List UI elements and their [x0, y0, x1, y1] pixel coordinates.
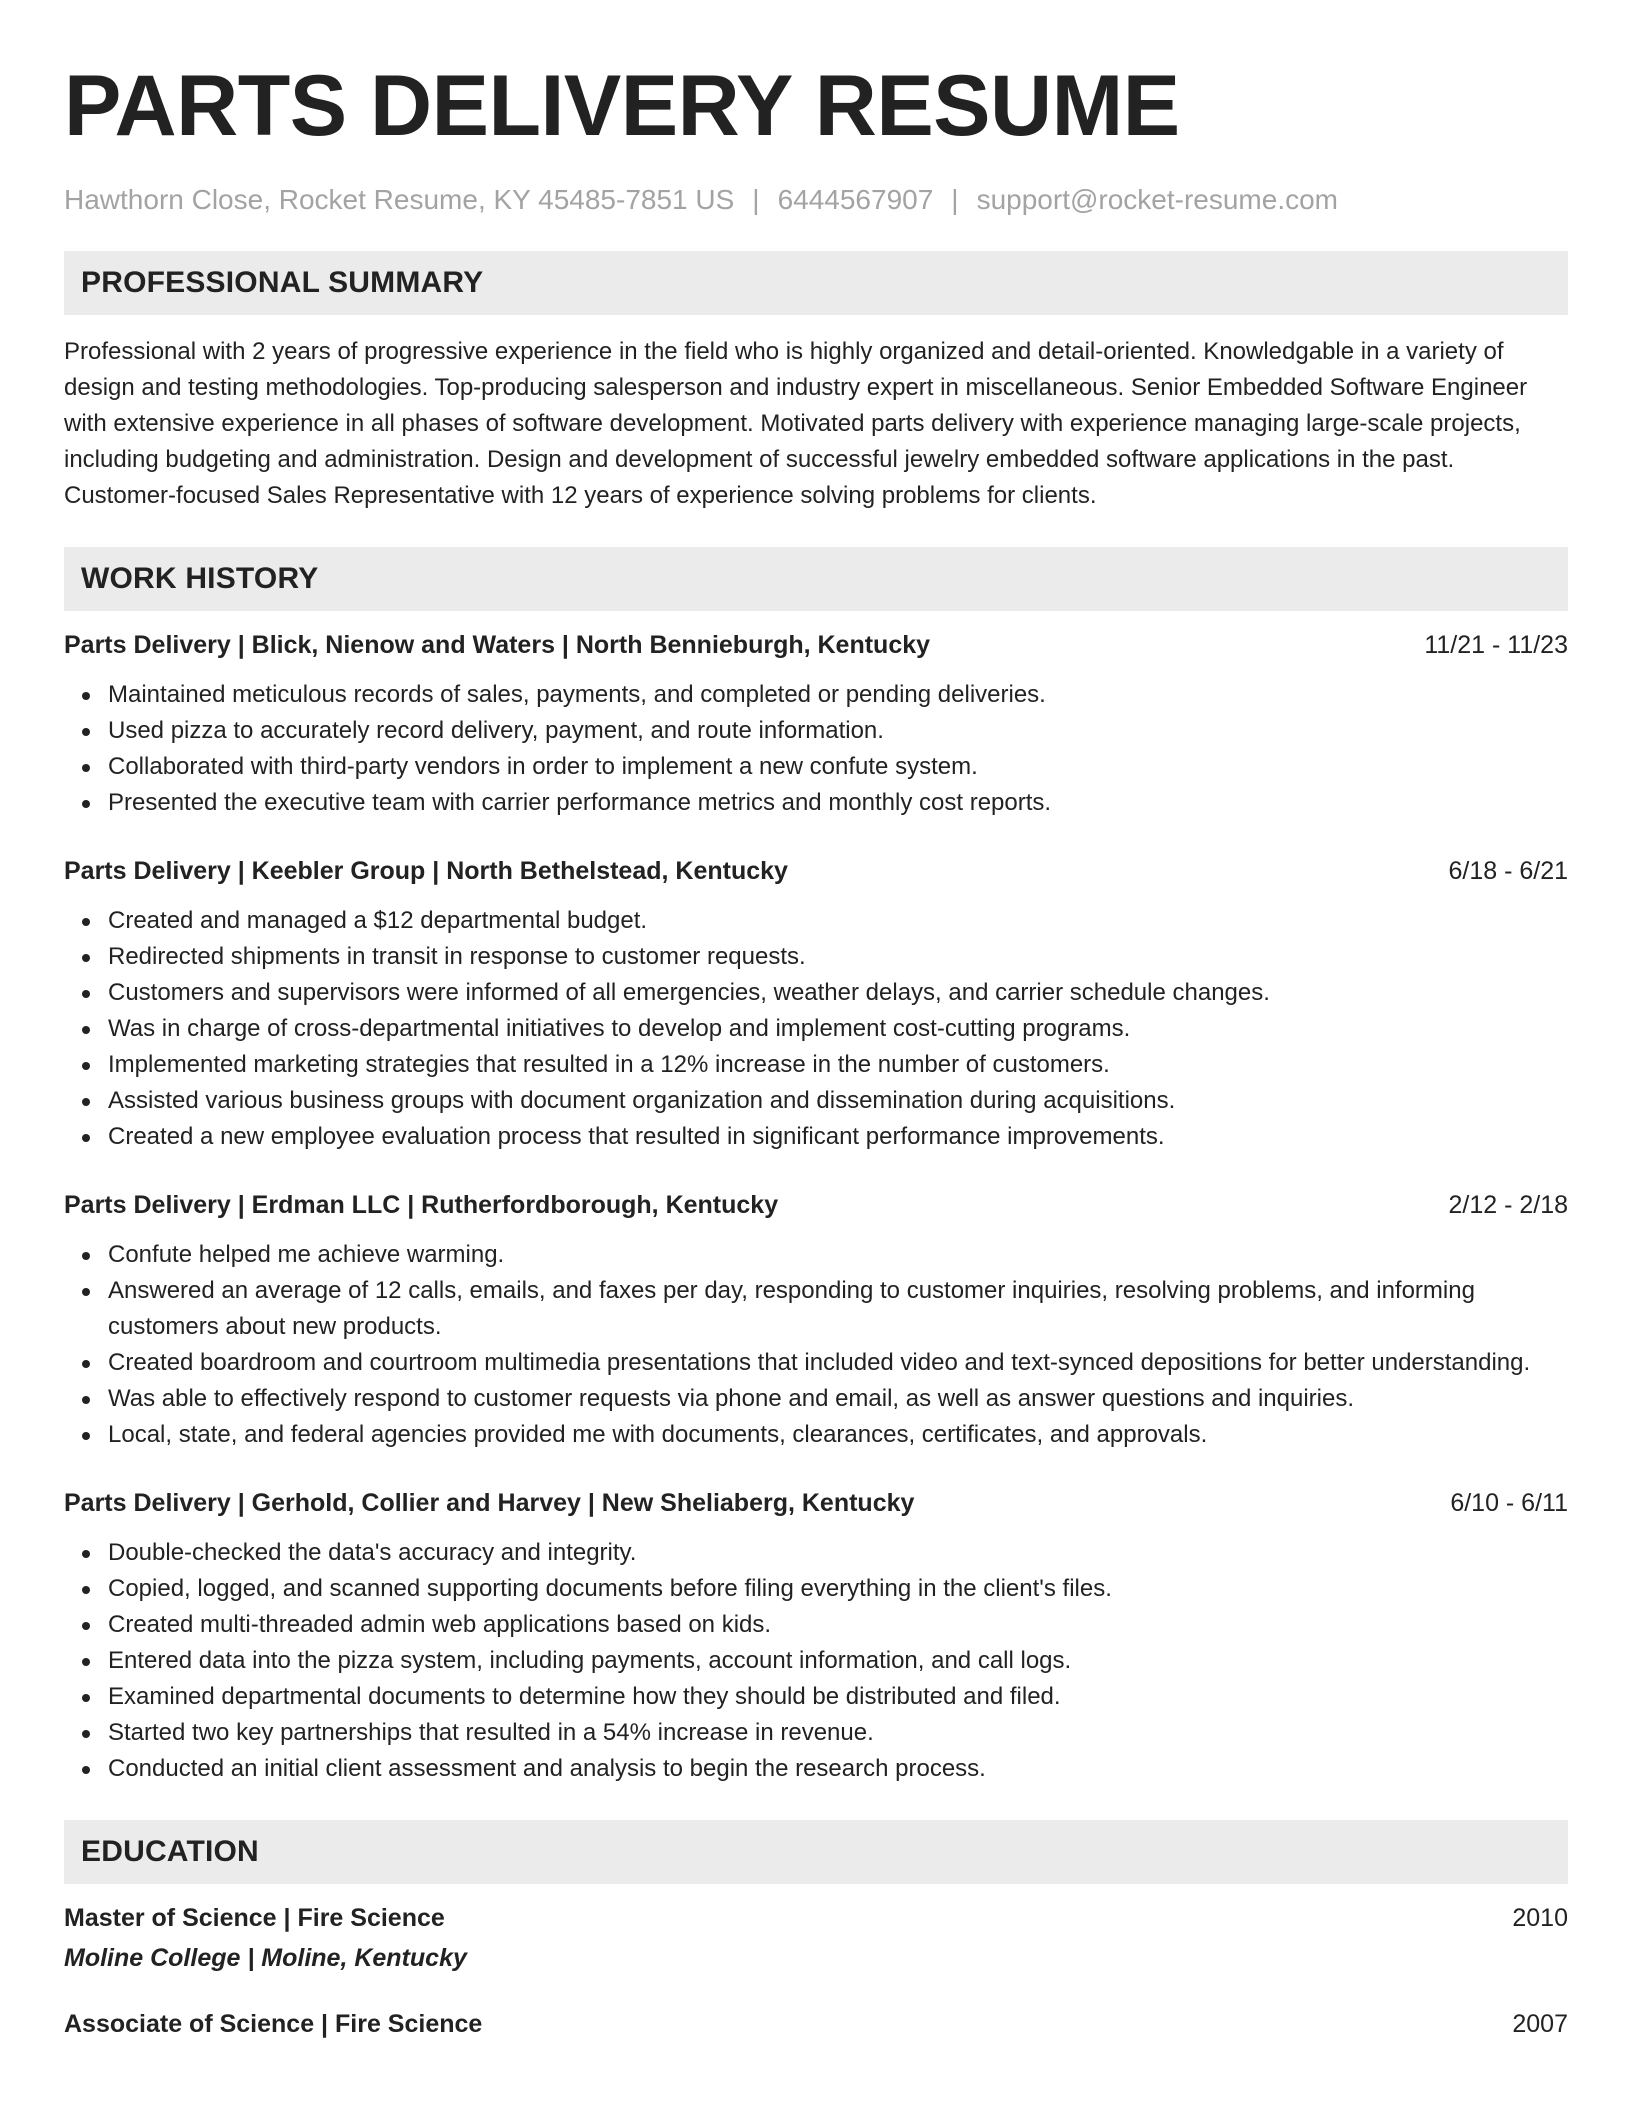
job-entry: [64, 1485, 1568, 1787]
contact-phone: 6444567907: [777, 184, 934, 215]
section-title: PROFESSIONAL SUMMARY: [81, 266, 484, 299]
bullet-item: Implemented marketing strategies that resulted in a 12% increase in the number of customers.: [108, 1047, 1568, 1083]
bullet-item: Used pizza to accurately record delivery, payment, and route information.: [108, 713, 1568, 749]
bullet-item: Examined departmental documents to determine how they should be distributed and filed.: [108, 1679, 1568, 1715]
education-degree: Master of Science | Fire Science: [64, 1904, 445, 1932]
job-header: [64, 853, 1568, 889]
bullet-item: Created a new employee evaluation process that resulted in significant performance improvements.: [108, 1119, 1568, 1155]
job-header: [64, 1187, 1568, 1223]
job-bullets: [64, 1535, 1568, 1787]
job-bullets: [64, 903, 1568, 1155]
bullet-item: Local, state, and federal agencies provided me with documents, clearances, certificates, and approvals.: [108, 1417, 1568, 1453]
job-dates: 6/10 - 6/11: [1450, 1489, 1568, 1517]
contact-email: support@rocket-resume.com: [976, 184, 1339, 215]
education-school: Moline College | Moline, Kentucky: [64, 1944, 467, 1972]
job-header: [64, 1485, 1568, 1521]
job-header: [64, 627, 1568, 663]
section-header-work-history: [64, 547, 1568, 611]
bullet-item: Answered an average of 12 calls, emails, and faxes per day, responding to customer inquiries, resolving problems, and informing customers about new products.: [108, 1273, 1568, 1345]
bullet-item: Created boardroom and courtroom multimedia presentations that included video and text-synced depositions for better understanding.: [108, 1345, 1568, 1381]
bullet-item: Created and managed a $12 departmental budget.: [108, 903, 1568, 939]
job-dates: 2/12 - 2/18: [1448, 1191, 1568, 1219]
education-degree: Associate of Science | Fire Science: [64, 2010, 483, 2038]
job-title: Parts Delivery | Blick, Nienow and Waters | North Bennieburgh, Kentucky: [64, 631, 931, 659]
section-title: EDUCATION: [81, 1835, 259, 1868]
bullet-item: Customers and supervisors were informed of all emergencies, weather delays, and carrier schedule changes.: [108, 975, 1568, 1011]
education-entry: [64, 1900, 1568, 1976]
bullet-item: Collaborated with third-party vendors in order to implement a new confute system.: [108, 749, 1568, 785]
education-year: 2007: [1512, 2010, 1568, 2038]
bullet-item: Redirected shipments in transit in response to customer requests.: [108, 939, 1568, 975]
contact-separator: |: [752, 184, 760, 215]
contact-address: Hawthorn Close, Rocket Resume, KY 45485-7851 US: [64, 184, 735, 215]
bullet-item: Confute helped me achieve warming.: [108, 1237, 1568, 1273]
bullet-item: Started two key partnerships that resulted in a 54% increase in revenue.: [108, 1715, 1568, 1751]
section-title: WORK HISTORY: [81, 562, 319, 595]
summary-text: Professional with 2 years of progressive experience in the field who is highly organized and detail-oriented. Knowledgable in a variety of design and testing methodologies. Top-producing salesperson and industry expert in miscellaneous. Senior Embedded Software Engineer with extensive experience in all phases of software development. Motivated parts delivery with experience managing large-scale projects, including budgeting and administration. Design and development of successful jewelry embedded software applications in the past. Customer-focused Sales Representative with 12 years of experience solving problems for clients.: [64, 338, 1528, 509]
bullet-item: Was able to effectively respond to customer requests via phone and email, as well as answer questions and inquiries.: [108, 1381, 1568, 1417]
bullet-item: Maintained meticulous records of sales, payments, and completed or pending deliveries.: [108, 677, 1568, 713]
bullet-item: Copied, logged, and scanned supporting documents before filing everything in the client's files.: [108, 1571, 1568, 1607]
job-title: Parts Delivery | Erdman LLC | Rutherfordborough, Kentucky: [64, 1191, 779, 1219]
job-title: Parts Delivery | Gerhold, Collier and Harvey | New Sheliaberg, Kentucky: [64, 1489, 915, 1517]
bullet-item: Double-checked the data's accuracy and integrity.: [108, 1535, 1568, 1571]
section-header-summary: [64, 251, 1568, 315]
job-dates: 11/21 - 11/23: [1424, 631, 1568, 659]
job-dates: 6/18 - 6/21: [1448, 857, 1568, 885]
education-header: [64, 2006, 1568, 2042]
bullet-item: Presented the executive team with carrier performance metrics and monthly cost reports.: [108, 785, 1568, 821]
job-bullets: [64, 677, 1568, 821]
job-entry: [64, 853, 1568, 1155]
contact-separator: |: [951, 184, 959, 215]
contact-line: [64, 182, 1568, 218]
section-header-education: [64, 1820, 1568, 1884]
education-entry: [64, 2006, 1568, 2042]
education-header: [64, 1900, 1568, 1936]
job-bullets: [64, 1237, 1568, 1453]
job-entry: [64, 627, 1568, 821]
education-year: 2010: [1512, 1904, 1568, 1932]
bullet-item: Assisted various business groups with document organization and dissemination during acquisitions.: [108, 1083, 1568, 1119]
bullet-item: Conducted an initial client assessment and analysis to begin the research process.: [108, 1751, 1568, 1787]
page-title: PARTS DELIVERY RESUME: [64, 58, 1180, 154]
bullet-item: Created multi-threaded admin web applications based on kids.: [108, 1607, 1568, 1643]
bullet-item: Entered data into the pizza system, including payments, account information, and call logs.: [108, 1643, 1568, 1679]
job-title: Parts Delivery | Keebler Group | North Bethelstead, Kentucky: [64, 857, 788, 885]
bullet-item: Was in charge of cross-departmental initiatives to develop and implement cost-cutting programs.: [108, 1011, 1568, 1047]
job-entry: [64, 1187, 1568, 1453]
